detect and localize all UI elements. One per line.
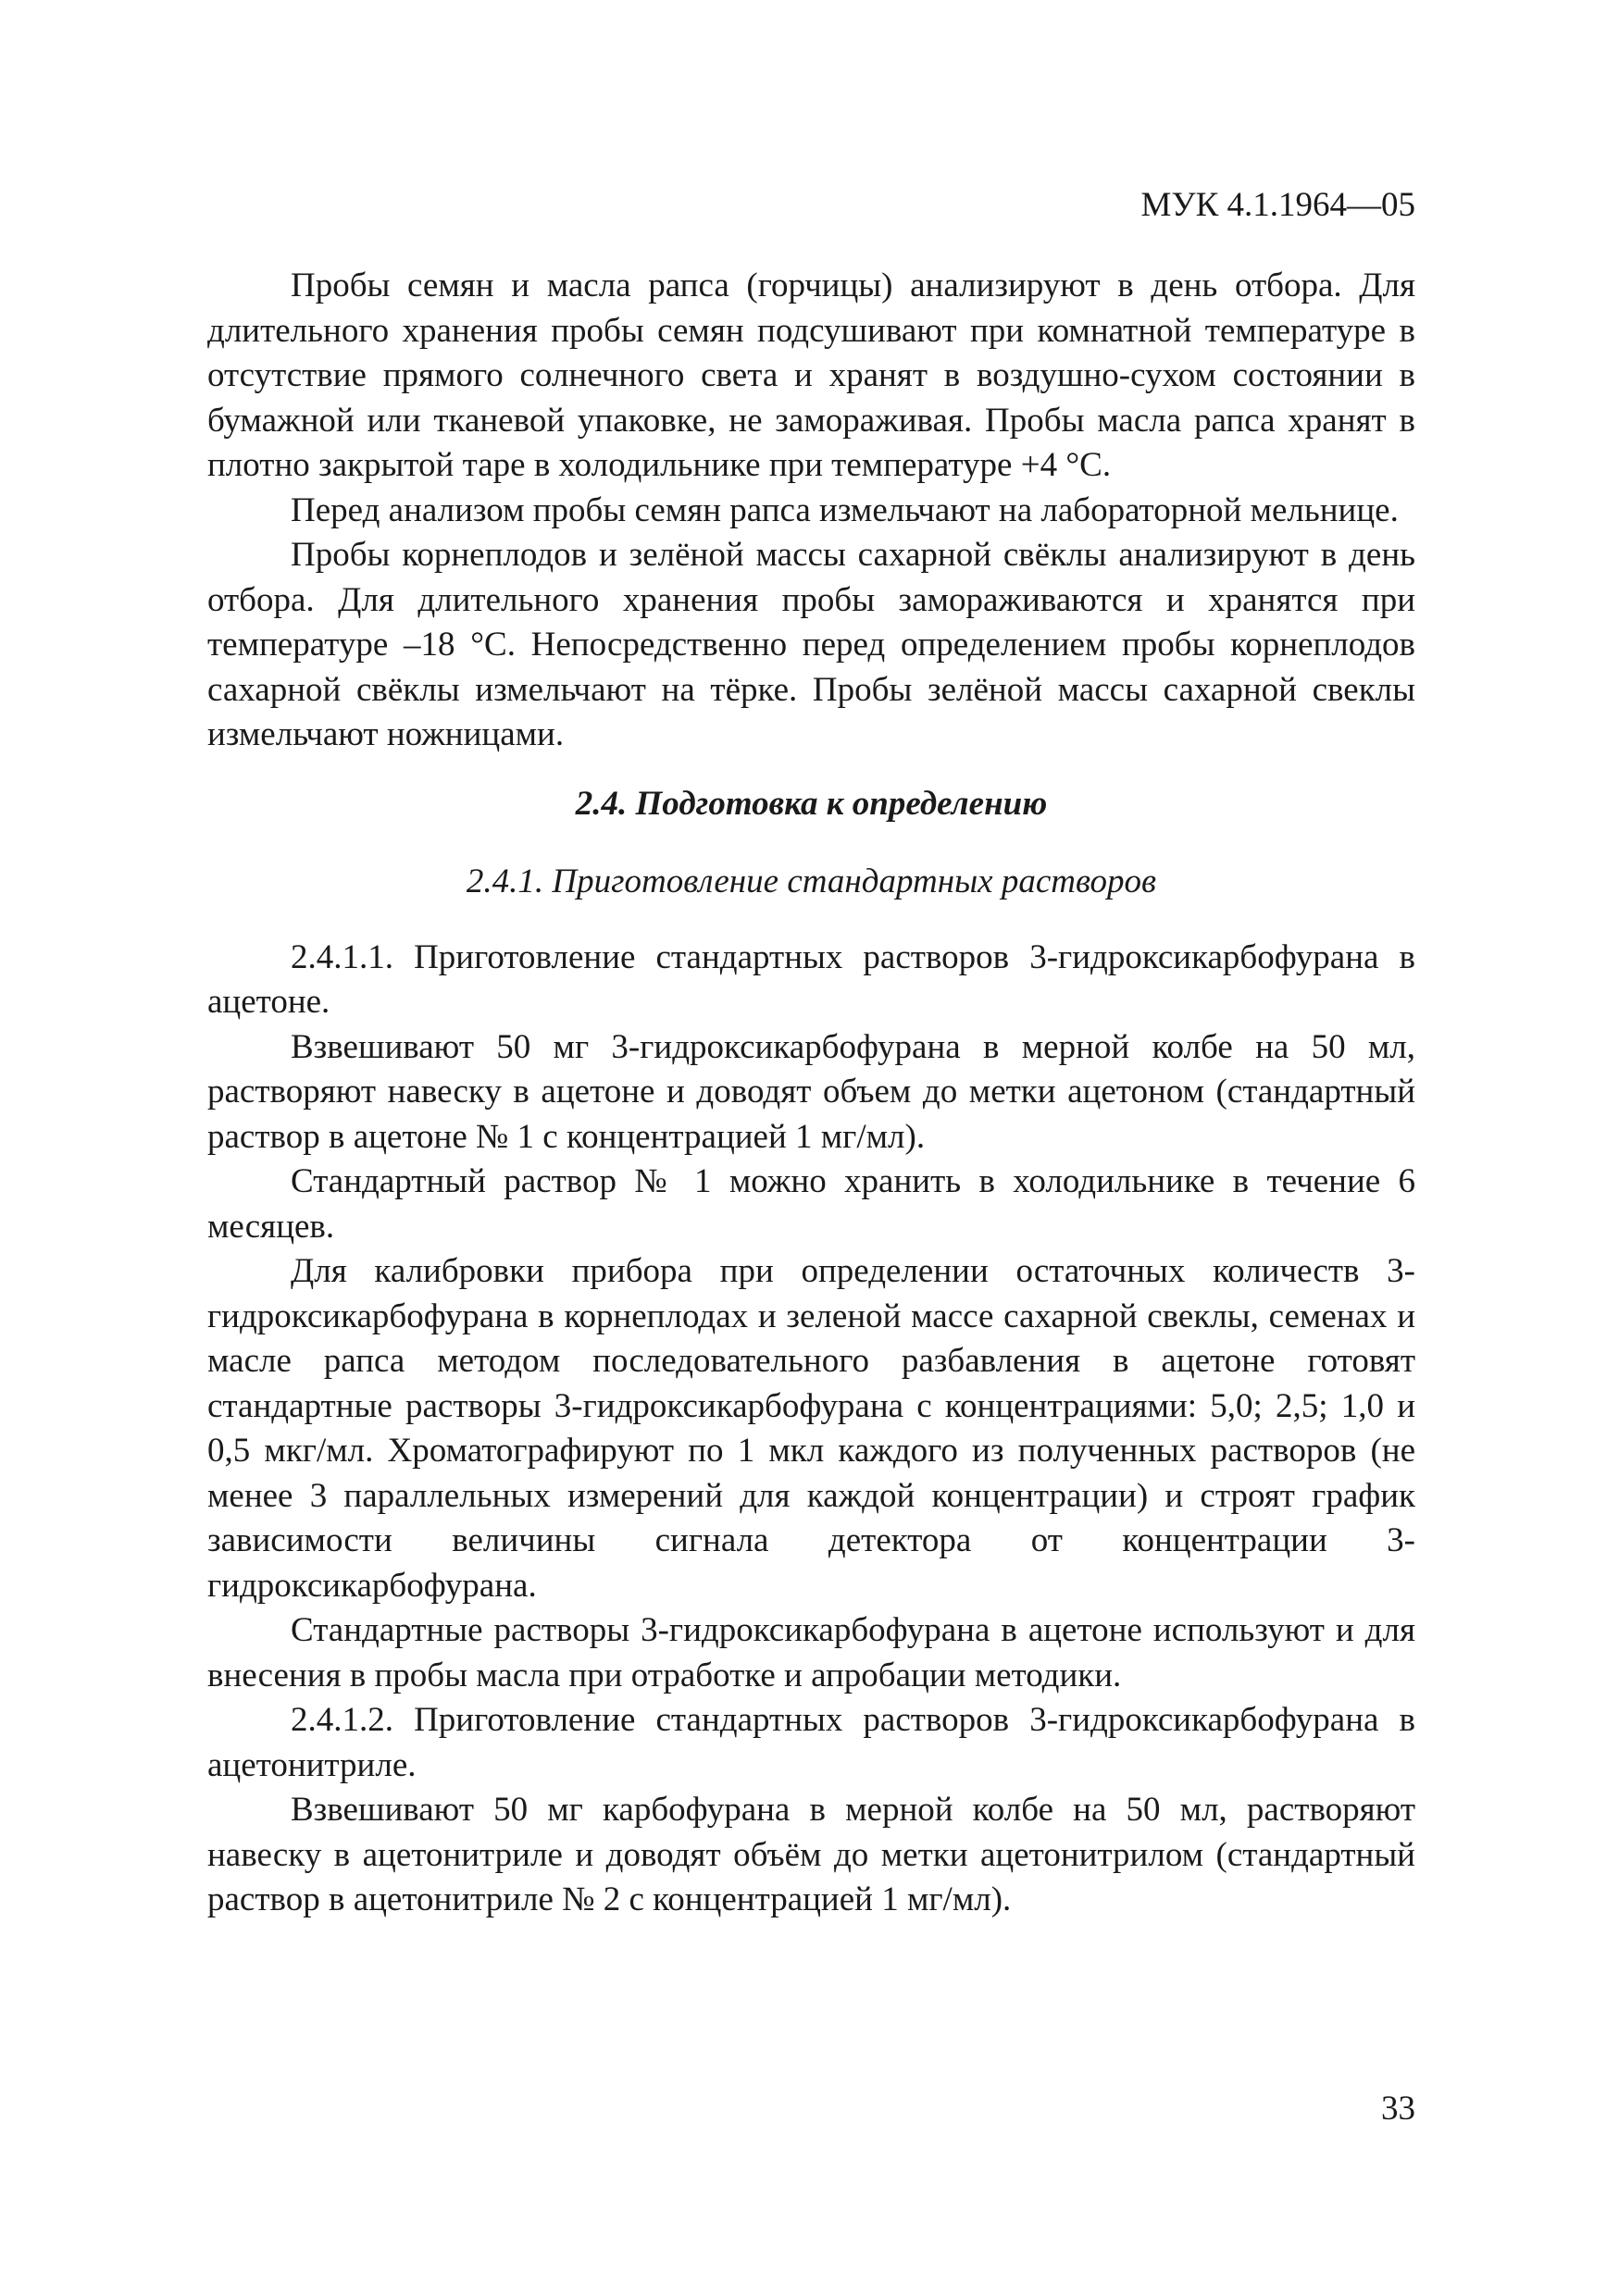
document-body bbox=[207, 264, 1415, 1923]
paragraph-clause-2-4-1-1: 2.4.1.1. Приготовление стандартных растворов 3-гидроксикарбофурана в ацетоне. bbox=[207, 937, 1415, 1021]
paragraph-calibration: Для калибровки прибора при определении остаточных количеств 3-гидроксикарбофурана в корнеплодах и зеленой массе сахарной свеклы, семенах и масле рапса методом последовательного разбавления в ацетоне готовят стандартные растворы 3-гидроксикарбофурана с концентрациями: 5,0; 2,5; 1,0 и 0,5 мкг/мл. Хроматографируют по 1 мкл каждого из полученных растворов (не менее 3 параллельных измерений для каждой концентрации) и строят график зависимости величины сигнала детектора от концентрации 3-гидроксикарбофурана. bbox=[207, 1252, 1415, 1605]
paragraph-oil-spiking: Стандартные растворы 3-гидроксикарбофурана в ацетоне используют и для внесения в пробы масла при отработке и апробации методики. bbox=[207, 1611, 1415, 1694]
document-code: МУК 4.1.1964—05 bbox=[1140, 186, 1415, 224]
paragraph-weighing-acetonitrile: Взвешивают 50 мг карбофурана в мерной колбе на 50 мл, растворяют навеску в ацетонитриле и доводят объём до метки ацетонитрилом (стандартный раствор в ацетонитриле № 2 с концентрацией 1 мг/мл). bbox=[207, 1791, 1415, 1918]
paragraph-grinding: Перед анализом пробы семян рапса измельчают на лабораторной мельнице. bbox=[291, 490, 1399, 529]
paragraph-weighing-acetone: Взвешивают 50 мг 3-гидроксикарбофурана в мерной колбе на 50 мл, растворяют навеску в ацетоне и доводят объем до метки ацетоном (стандартный раствор в ацетоне № 1 с концентрацией 1 мг/мл). bbox=[207, 1027, 1415, 1156]
section-title: 2.4. Подготовка к определению bbox=[575, 784, 1048, 823]
paragraph-clause-2-4-1-2: 2.4.1.2. Приготовление стандартных растворов 3-гидроксикарбофурана в ацетонитриле. bbox=[207, 1701, 1415, 1784]
paragraph-storage-solution-1: Стандартный раствор № 1 можно хранить в холодильнике в течение 6 месяцев. bbox=[207, 1162, 1415, 1246]
subsection-title: 2.4.1. Приготовление стандартных растворов bbox=[466, 862, 1157, 900]
paragraph-sample-storage: Пробы семян и масла рапса (горчицы) анализируют в день отбора. Для длительного хранения пробы семян подсушивают при комнатной температуре в отсутствие прямого солнечного света и хранят в воздушно-сухом состоянии в бумажной или тканевой упаковке, не замораживая. Пробы масла рапса хранят в плотно закрытой таре в холодильнике при температуре +4 °С. bbox=[207, 267, 1415, 484]
paragraph-beet-samples: Пробы корнеплодов и зелёной массы сахарной свёклы анализируют в день отбора. Для длительного хранения пробы замораживаются и хранятся при температуре –18 °С. Непосредственно перед определением пробы корнеплодов сахарной свёклы измельчают на тёрке. Пробы зелёной массы сахарной свеклы измельчают ножницами. bbox=[207, 536, 1415, 753]
page-number: 33 bbox=[1381, 2090, 1415, 2128]
